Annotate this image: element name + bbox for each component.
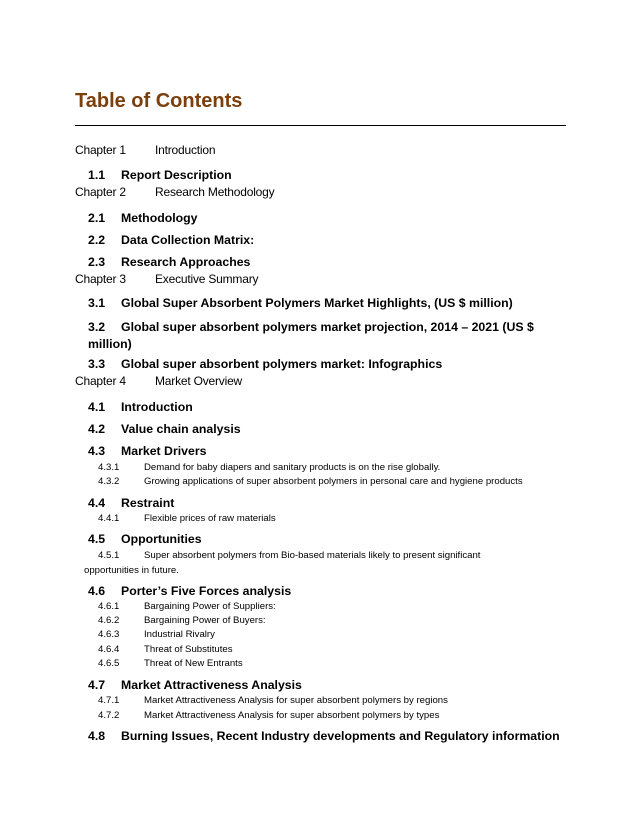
toc-number: 4.4.1: [98, 513, 120, 524]
toc-section-4-4[interactable]: [88, 496, 175, 510]
toc-section-3-1[interactable]: [88, 296, 513, 310]
toc-subsection-4-6-3[interactable]: [98, 629, 215, 640]
toc-text: Global Super Absorbent Polymers Market Highlights, (US $ million): [121, 296, 513, 310]
toc-text: Report Description: [121, 168, 232, 182]
toc-text: Data Collection Matrix:: [121, 233, 255, 247]
toc-text: Threat of New Entrants: [144, 658, 243, 669]
toc-number: 4.8: [88, 729, 106, 743]
toc-text: Market Attractiveness Analysis for super absorbent polymers by regions: [144, 695, 448, 706]
toc-number: Chapter 4: [75, 374, 126, 388]
toc-number: 4.6.4: [98, 644, 120, 655]
toc-number: 2.1: [88, 211, 106, 225]
toc-number: 3.1: [88, 296, 106, 310]
toc-section-2-3[interactable]: [88, 255, 251, 269]
toc-subsection-4-5-1[interactable]: [84, 548, 524, 578]
toc-section-2-1[interactable]: [88, 211, 198, 225]
toc-subsection-4-7-2[interactable]: [98, 710, 440, 721]
toc-text: Market Attractiveness Analysis for super absorbent polymers by types: [144, 710, 440, 721]
toc-section-3-3[interactable]: [88, 357, 443, 371]
toc-text: Restraint: [121, 496, 175, 510]
toc-number: 4.7.1: [98, 695, 120, 706]
toc-section-3-2[interactable]: [88, 319, 548, 353]
toc-subsection-4-7-1[interactable]: [98, 695, 448, 706]
toc-chapter-2[interactable]: [75, 185, 275, 199]
toc-subsection-4-6-2[interactable]: [98, 615, 266, 626]
toc-subsection-4-6-5[interactable]: [98, 658, 243, 669]
toc-section-1-1[interactable]: [88, 168, 232, 182]
toc-text: Industrial Rivalry: [144, 629, 215, 640]
toc-text: Market Attractiveness Analysis: [121, 678, 302, 692]
toc-text: Threat of Substitutes: [144, 644, 233, 655]
toc-chapter-4[interactable]: [75, 374, 243, 388]
toc-number: 4.6.2: [98, 615, 120, 626]
toc-number: 2.3: [88, 255, 106, 269]
toc-text: Market Overview: [155, 374, 243, 388]
toc-text: Research Approaches: [121, 255, 251, 269]
toc-text: Demand for baby diapers and sanitary products is on the rise globally.: [144, 462, 441, 473]
toc-number: Chapter 3: [75, 272, 126, 286]
toc-number: 4.6.3: [98, 629, 120, 640]
toc-number: 3.2: [88, 320, 106, 334]
toc-text: Bargaining Power of Buyers:: [144, 615, 266, 626]
toc-section-4-1[interactable]: [88, 400, 193, 414]
toc-text: Global super absorbent polymers market projection, 2014 – 2021 (US $ million): [88, 320, 534, 351]
toc-number: 3.3: [88, 357, 106, 371]
toc-text: Introduction: [121, 400, 193, 414]
toc-number: 2.2: [88, 233, 106, 247]
toc-chapter-1[interactable]: [75, 143, 216, 157]
toc-section-2-2[interactable]: [88, 233, 255, 247]
toc-subsection-4-6-4[interactable]: [98, 644, 233, 655]
toc-subsection-4-6-1[interactable]: [98, 601, 276, 612]
toc-section-4-5[interactable]: [88, 532, 202, 546]
toc-text: Super absorbent polymers from Bio-based materials likely to present significant opportunities in future.: [84, 550, 481, 576]
toc-text: Bargaining Power of Suppliers:: [144, 601, 276, 612]
toc-subsection-4-4-1[interactable]: [98, 513, 276, 524]
toc-text: Introduction: [155, 143, 216, 157]
toc-text: Executive Summary: [155, 272, 259, 286]
toc-text: Value chain analysis: [121, 422, 241, 436]
toc-title: Table of Contents: [75, 90, 243, 112]
toc-text: Growing applications of super absorbent polymers in personal care and hygiene products: [144, 476, 523, 487]
title-divider: [75, 125, 566, 126]
toc-number: Chapter 2: [75, 185, 126, 199]
toc-number: 4.6.5: [98, 658, 120, 669]
toc-section-4-2[interactable]: [88, 422, 241, 436]
toc-chapter-3[interactable]: [75, 272, 259, 286]
toc-number: 4.7.2: [98, 710, 120, 721]
toc-text: Global super absorbent polymers market: Infographics: [121, 357, 443, 371]
toc-text: Porter’s Five Forces analysis: [121, 584, 292, 598]
toc-number: 4.3.2: [98, 476, 120, 487]
toc-number: 4.2: [88, 422, 106, 436]
toc-number: 4.3: [88, 444, 106, 458]
toc-number: Chapter 1: [75, 143, 126, 157]
toc-subsection-4-3-1[interactable]: [98, 462, 441, 473]
toc-number: 4.5: [88, 532, 106, 546]
toc-number: 1.1: [88, 168, 106, 182]
toc-text: Methodology: [121, 211, 198, 225]
toc-text: Market Drivers: [121, 444, 207, 458]
toc-number: 4.3.1: [98, 462, 120, 473]
toc-text: Opportunities: [121, 532, 202, 546]
toc-section-4-3[interactable]: [88, 444, 207, 458]
toc-section-4-8[interactable]: [88, 729, 560, 743]
toc-number: 4.6: [88, 584, 106, 598]
toc-section-4-7[interactable]: [88, 678, 302, 692]
toc-text: Burning Issues, Recent Industry developments and Regulatory information: [121, 729, 560, 743]
toc-section-4-6[interactable]: [88, 584, 292, 598]
toc-number: 4.1: [88, 400, 106, 414]
toc-number: 4.4: [88, 496, 106, 510]
toc-text: Flexible prices of raw materials: [144, 513, 276, 524]
toc-number: 4.7: [88, 678, 106, 692]
toc-subsection-4-3-2[interactable]: [98, 476, 523, 487]
toc-text: Research Methodology: [155, 185, 275, 199]
toc-number: 4.6.1: [98, 601, 120, 612]
toc-number: 4.5.1: [98, 550, 120, 561]
